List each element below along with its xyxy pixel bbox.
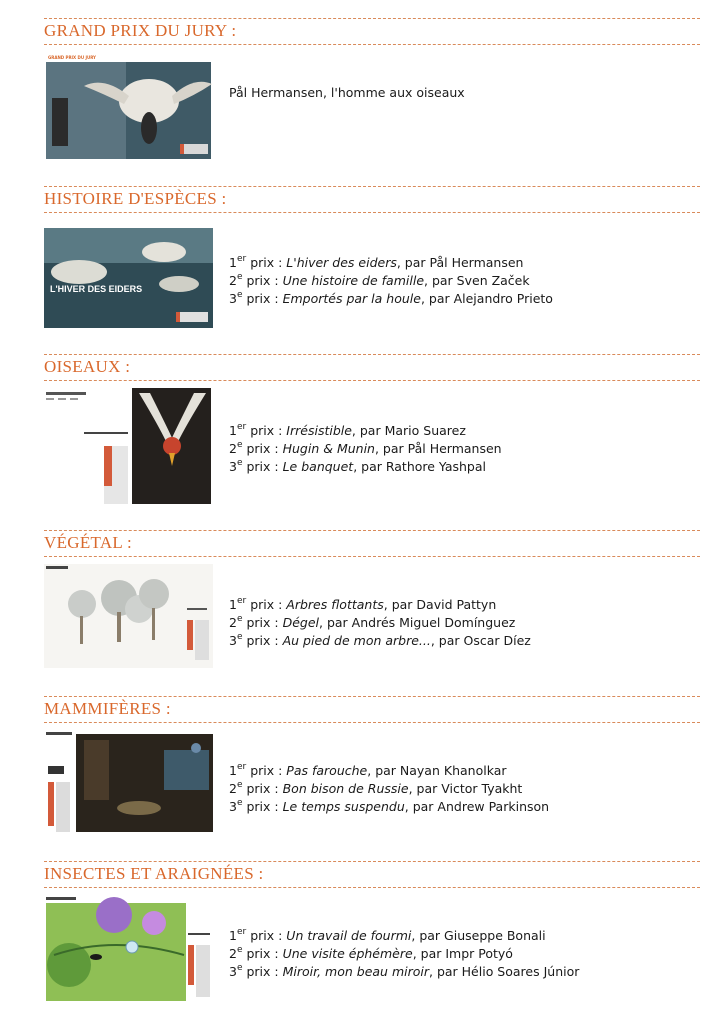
thumb-caption: GRAND PRIX DU JURY — [48, 55, 96, 60]
divider — [44, 530, 700, 531]
section-oiseaux — [44, 354, 700, 510]
magazine-spread-night-leopard-icon — [44, 730, 213, 836]
divider — [44, 380, 700, 381]
section-mammiferes — [44, 696, 700, 842]
prize-line: 3e prix : Le temps suspendu, par Andrew Parkinson — [229, 797, 550, 814]
magazine-spread-bird-beak-icon — [44, 388, 213, 504]
prize-line: 2e prix : Dégel, par Andrés Miguel Domínguez — [229, 613, 516, 630]
prize-list — [229, 927, 579, 981]
divider — [44, 861, 700, 862]
magazine-spread-ant-dewdrop-icon — [44, 895, 213, 1003]
prize-list — [229, 762, 549, 816]
prize-line: 3e prix : Au pied de mon arbre..., par Oscar Díez — [229, 631, 531, 648]
prize-list — [229, 422, 502, 476]
section-histoire-especes — [44, 186, 700, 334]
prize-line: 3e prix : Miroir, mon beau miroir, par Hélio Soares Júnior — [229, 962, 580, 979]
thumb-caption: L'HIVER DES EIDERS — [50, 284, 143, 294]
divider — [44, 18, 700, 19]
prize-line: 2e prix : Une histoire de famille, par Sven Začek — [229, 271, 530, 288]
prize-line: 1er prix : Irrésistible, par Mario Suarez — [229, 421, 466, 438]
divider — [44, 354, 700, 355]
divider — [44, 212, 700, 213]
section-heading: HISTOIRE D'ESPÈCES : — [44, 189, 227, 208]
prize-line: 1er prix : L'hiver des eiders, par Pål Hermansen — [229, 253, 524, 270]
prize-line: 2e prix : Une visite éphémère, par Impr Potyó — [229, 944, 513, 961]
prize-line: 1er prix : Pas farouche, par Nayan Khanolkar — [229, 761, 507, 778]
section-heading: VÉGÉTAL : — [44, 533, 133, 552]
magazine-spread-eiders-icon — [44, 222, 213, 328]
divider — [44, 44, 700, 45]
prize-line: 3e prix : Le banquet, par Rathore Yashpal — [229, 457, 486, 474]
divider — [44, 722, 700, 723]
prize-line: 1er prix : Arbres flottants, par David Pattyn — [229, 595, 497, 612]
prize-list — [229, 596, 531, 650]
section-vegetal — [44, 530, 700, 678]
divider — [44, 186, 700, 187]
section-heading: OISEAUX : — [44, 357, 131, 376]
section-grand-prix — [44, 18, 700, 168]
section-heading: GRAND PRIX DU JURY : — [44, 21, 237, 40]
prize-line: 2e prix : Hugin & Munin, par Pål Hermansen — [229, 439, 502, 456]
prize-line: 2e prix : Bon bison de Russie, par Victor Tyakht — [229, 779, 523, 796]
divider — [44, 887, 700, 888]
prize-list — [229, 254, 553, 308]
magazine-spread-bird-underwater-icon — [44, 56, 213, 161]
magazine-spread-frozen-trees-icon — [44, 564, 213, 668]
prize-line: 1er prix : Un travail de fourmi, par Giuseppe Bonali — [229, 926, 546, 943]
divider — [44, 556, 700, 557]
divider — [44, 696, 700, 697]
section-insectes — [44, 861, 700, 1019]
section-heading: MAMMIFÈRES : — [44, 699, 171, 718]
prize-line: 3e prix : Emportés par la houle, par Alejandro Prieto — [229, 289, 553, 306]
section-heading: INSECTES ET ARAIGNÉES : — [44, 864, 264, 883]
award-line: Pål Hermansen, l'homme aux oiseaux — [229, 85, 465, 100]
